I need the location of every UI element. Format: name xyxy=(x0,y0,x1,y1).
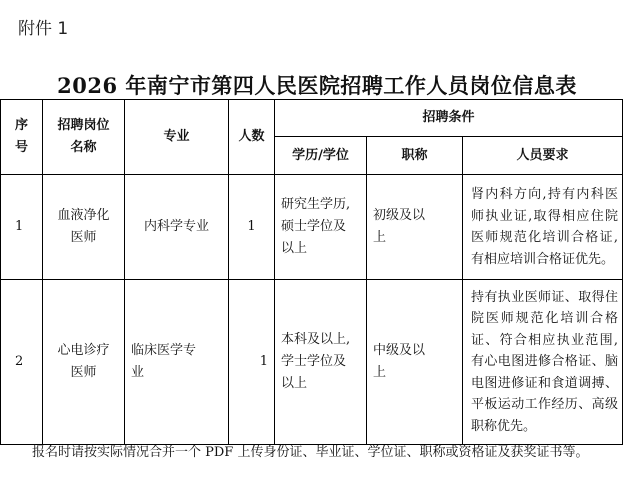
cell-requirements: 肾内科方向,持有内科医师执业证,取得相应住院医师规范化培训合格证,有相应培训合格证优先。 xyxy=(463,175,623,280)
cell-count: 1 xyxy=(229,175,275,280)
cell-education: 本科及以上, 学士学位及 以上 xyxy=(275,280,367,445)
position-table xyxy=(0,99,623,445)
cell-major: 内科学专业 xyxy=(125,175,229,280)
header-education: 学历/学位 xyxy=(275,137,367,175)
cell-position: 心电诊疗 医师 xyxy=(43,280,125,445)
attachment-label: 附件 1 xyxy=(18,19,69,39)
cell-position: 血液净化 医师 xyxy=(43,175,125,280)
header-position: 招聘岗位 名称 xyxy=(43,100,125,175)
footnote: 报名时请按实际情况合并一个 PDF 上传身份证、毕业证、学位证、职称或资格证及获奖证书等。 xyxy=(32,445,589,460)
header-requirements: 人员要求 xyxy=(463,137,623,175)
header-seq: 序 号 xyxy=(1,100,43,175)
cell-education: 研究生学历, 硕士学位及 以上 xyxy=(275,175,367,280)
header-major: 专业 xyxy=(125,100,229,175)
page-title: 2026 年南宁市第四人民医院招聘工作人员岗位信息表 xyxy=(57,73,577,98)
table-row xyxy=(1,175,623,280)
cell-title-rank: 中级及以 上 xyxy=(367,280,463,445)
cell-major: 临床医学专 业 xyxy=(125,280,229,445)
header-title-rank: 职称 xyxy=(367,137,463,175)
cell-title-rank: 初级及以 上 xyxy=(367,175,463,280)
cell-seq: 2 xyxy=(1,280,43,445)
header-count: 人数 xyxy=(229,100,275,175)
header-row-1 xyxy=(1,100,623,137)
cell-seq: 1 xyxy=(1,175,43,280)
table-row xyxy=(1,280,623,445)
header-conditions: 招聘条件 xyxy=(275,100,623,137)
cell-requirements: 持有执业医师证、取得住院医师规范化培训合格证、符合相应执业范围,有心电图进修合格证、脑电图进修证和食道调搏、平板运动工作经历、高级职称优先。 xyxy=(463,280,623,445)
cell-count: 1 xyxy=(229,280,275,445)
